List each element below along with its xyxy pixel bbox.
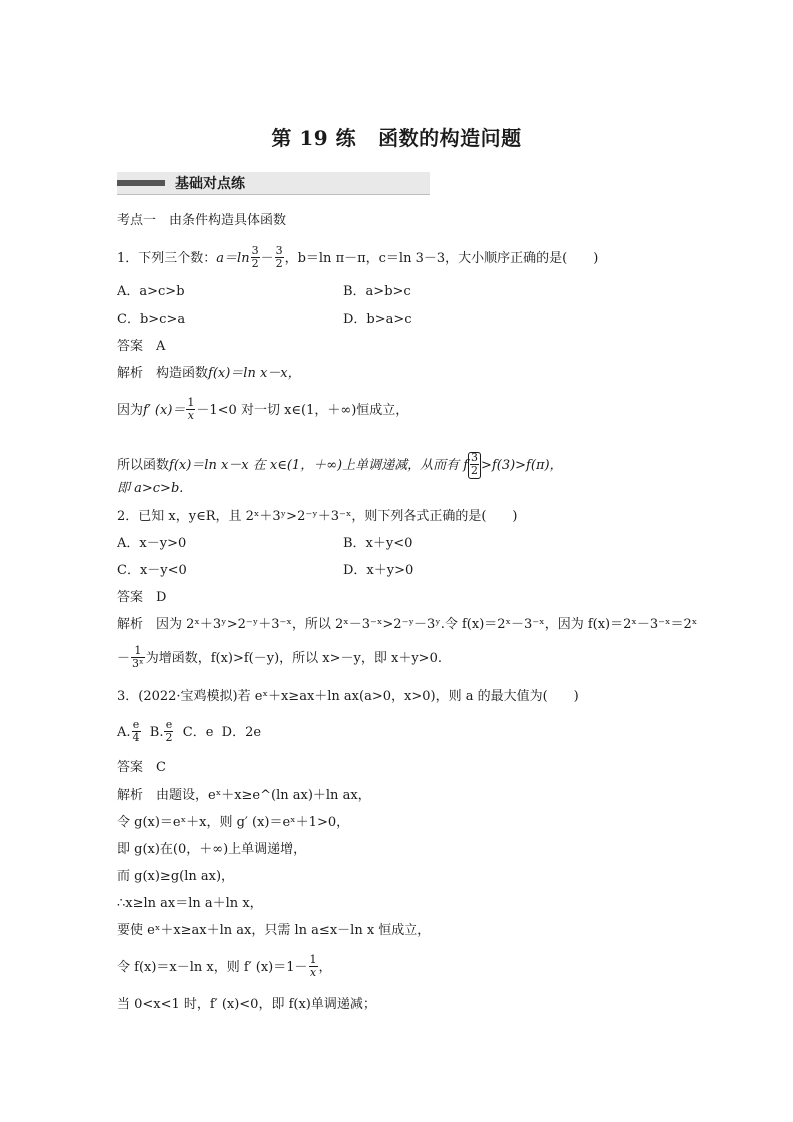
q1-analysis-4: 即 a>c>b. xyxy=(117,481,184,496)
q2-analysis-2: － $\frac{1}{\text{3ˣ}}$ 为增函数，f(x)>f(－y)，所以 x>－y，即 x＋y>0. xyxy=(117,644,442,670)
q1-option-d: D．b>a>c xyxy=(343,312,412,327)
q1-stem: 1．下列三个数：a＝ln $\frac{3}{2}$ － $\frac{3}{2}$ ，b＝ln π－π，c＝ln 3－3，大小顺序正确的是( ) xyxy=(117,244,599,270)
q3-analysis-3: 即 g(x)在(0，＋∞)上单调递增， xyxy=(117,842,307,857)
q1-analysis-1: 解析 构造函数f(x)＝ln x－x， xyxy=(117,366,301,381)
section-header xyxy=(117,172,430,195)
q1-option-a: A．a>c>b xyxy=(117,284,185,299)
q2-answer: 答案 D xyxy=(117,590,167,605)
q3-analysis-6: 要使 eˣ＋x≥ax＋ln ax，只需 ln a≤x－ln x 恒成立， xyxy=(117,923,431,938)
q1-analysis-3: 所以函数f(x)＝ln x－x 在 x∈(1，＋∞)上单调递减，从而有 f $\frac{3}{2}$ >f(3)>f(π)， xyxy=(117,451,563,477)
q3-analysis-1: 解析 由题设，eˣ＋x≥e^(ln ax)＋ln ax， xyxy=(117,788,371,803)
page-title: 第 19 练 函数的构造问题 xyxy=(271,126,522,150)
q3-stem: 3．(2022·宝鸡模拟)若 eˣ＋x≥ax＋ln ax(a>0，x>0)，则 a 的最大值为( ) xyxy=(117,689,579,704)
q3-options: A. $\frac{e}{4}$ B. $\frac{e}{2}$ C．e D．2e xyxy=(117,718,262,744)
q2-option-d: D．x＋y>0 xyxy=(343,563,414,578)
q2-option-c: C．x－y<0 xyxy=(117,563,187,578)
section-label: 基础对点练 xyxy=(175,176,245,192)
q2-stem: 2．已知 x，y∈R，且 2ˣ＋3ʸ>2⁻ʸ＋3⁻ˣ，则下列各式正确的是( ) xyxy=(117,509,518,524)
q1-analysis-2: 因为f′ (x)＝ $\frac{1}{x}$ －1<0 对一切 x∈(1，＋∞)恒成立， xyxy=(117,396,409,422)
q1-option-b: B．a>b>c xyxy=(343,284,411,299)
q3-analysis-8: 当 0<x<1 时，f′ (x)<0，即 f(x)单调递减； xyxy=(117,997,376,1012)
q3-answer: 答案 C xyxy=(117,760,166,775)
q1-option-c: C．b>c>a xyxy=(117,312,186,327)
q1-answer: 答案 A xyxy=(117,339,166,354)
q3-analysis-7: 令 f(x)＝x－ln x，则 f′ (x)＝1－ $\frac{1}{x}$ ， xyxy=(117,953,332,979)
q3-analysis-2: 令 g(x)＝eˣ＋x，则 g′ (x)＝eˣ＋1>0， xyxy=(117,815,350,830)
q3-analysis-4: 而 g(x)≥g(ln ax)， xyxy=(117,869,235,884)
q3-analysis-5: ∴x≥ln ax＝ln a＋ln x， xyxy=(117,896,263,911)
section-stripe xyxy=(117,180,165,186)
q2-option-b: B．x＋y<0 xyxy=(343,536,413,551)
q2-option-a: A．x－y>0 xyxy=(117,536,187,551)
topic-heading: 考点一 由条件构造具体函数 xyxy=(117,213,287,228)
q2-analysis-1: 解析 因为 2ˣ＋3ʸ>2⁻ʸ＋3⁻ˣ，所以 2ˣ－3⁻ˣ>2⁻ʸ－3ʸ.令 f(x)＝2ˣ－3⁻ˣ，因为 f(x)＝2ˣ－3⁻ˣ＝2ˣ xyxy=(117,617,698,632)
